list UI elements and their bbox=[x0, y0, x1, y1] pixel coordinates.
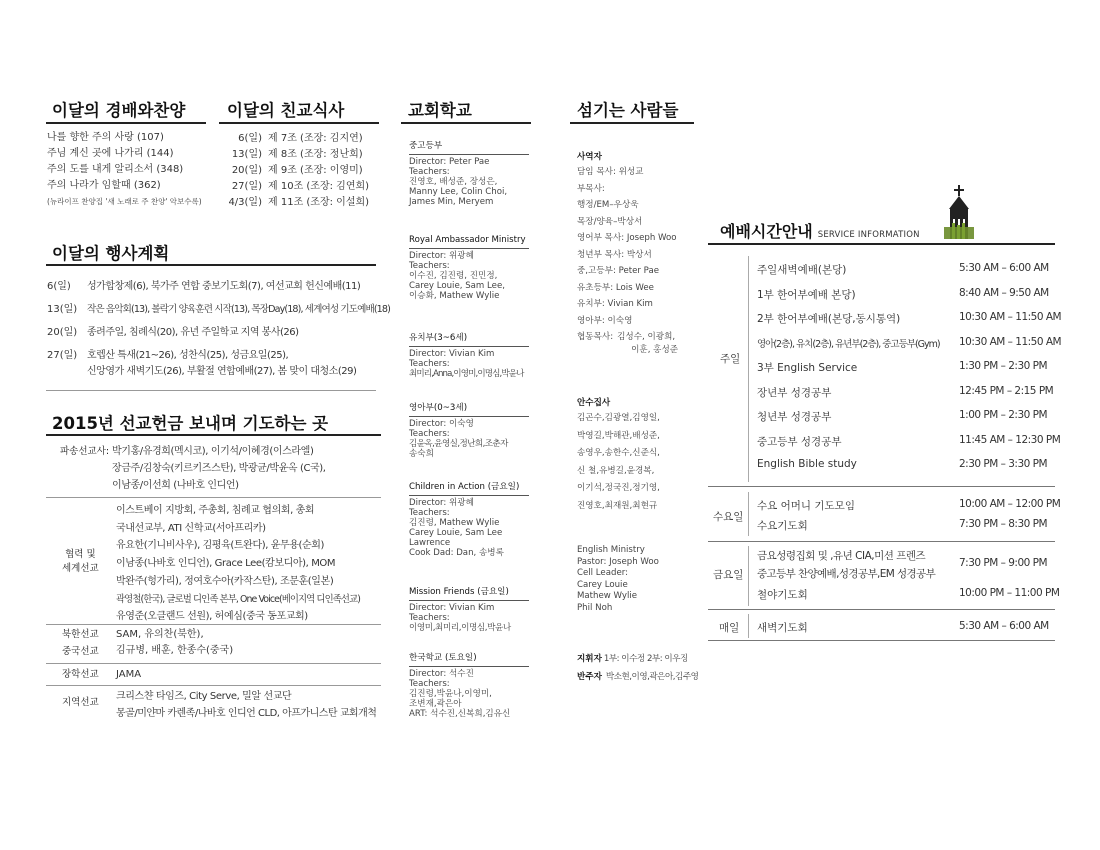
school-section: 중고등부 Director: Peter Pae Teachers: 진영호, 배성준, 장성은, Manny Lee, Colin Choi, James Min, Meryem bbox=[409, 141, 537, 207]
section-heading: Royal Ambassador Ministry bbox=[409, 235, 526, 245]
school-section: Royal Ambassador Ministry Director: 위광혜 Teachers: 이수진, 김진령, 진민정, Carey Louie, Sam Lee, 이승화, Mathew Wylie bbox=[409, 235, 537, 301]
hymn-item: 주님 계신 곳에 나가리 (144) bbox=[47, 148, 174, 159]
hymn-item: 주의 도를 내게 알리소서 (348) bbox=[47, 164, 184, 175]
events-bottom-rule bbox=[46, 390, 376, 391]
church-icon bbox=[940, 183, 978, 239]
event-row: 20(일) 종려주일, 침례식(20), 유년 주일학교 지역 봉사(26) bbox=[47, 327, 299, 338]
conductor-row: 지휘자 1부: 이수정 2부: 이우징 bbox=[577, 654, 688, 664]
staff-heading: 사역자 bbox=[577, 152, 602, 162]
nk-label: 북한선교 bbox=[62, 629, 99, 640]
divider bbox=[409, 346, 529, 347]
local-list: 크리스챤 타임즈, City Serve, 밀알 선교단 몽골/미얀마 카렌족/나바호 인디언 CLD, 아프가니스탄 교회개척 bbox=[116, 691, 377, 719]
fellowship-row: 6(일) 제 7조 (조장: 김지연) bbox=[238, 133, 363, 144]
hymn-item: 주의 나라가 임할때 (362) bbox=[47, 180, 161, 191]
dispatched-list: 박기홍/유경희(멕시코), 이기석/이혜경(이스라엘) 장금주/김창숙(키르키즈스탄), 박광균/박윤옥 (C국), 이남종/이선희 (나바호 인디언) bbox=[112, 446, 326, 491]
wed-schedule: 수요 어머니 기도모임 10:00 AM – 12:00 PM 수요기도회 7:30 PM – 8:30 PM bbox=[757, 498, 1061, 532]
school-title: 교회학교 bbox=[408, 101, 472, 120]
staff-list: 사역자 담임 목사: 위성교 부목사: 행정/EM–우상욱 목장/양육–박상서 영어부 목사: Joseph Woo 청년부 목사: 박상서 중,고등부: Peter Pae 유초등부: Lois Wee 유치부: Vivian Kim 영아부: 이숙영 협동목사: 김성수, 이광희, 이훈, 홍성준 bbox=[577, 152, 679, 355]
divider bbox=[409, 154, 529, 155]
event-row: 13(일) 작은 음악회(13), 볼락기 양육훈련 시작(13), 목장Day(18), 세계여성 기도예배(18) bbox=[47, 304, 390, 315]
school-section: 영아부(0~3세) Director: 이숙영 Teachers: 김윤옥,윤영실,정난희,조춘자 송숙희 bbox=[409, 403, 537, 459]
hymns-rule bbox=[46, 122, 206, 124]
divider bbox=[409, 666, 529, 667]
section-heading: Mission Friends (금요일) bbox=[409, 587, 509, 597]
daily-label: 매일 bbox=[719, 622, 740, 634]
cn-label: 중국선교 bbox=[62, 646, 99, 657]
divider bbox=[708, 486, 1055, 487]
event-row-cont: 신앙영가 새벽기도(26), 부활절 연합예배(27), 봄 맞이 대청소(29) bbox=[87, 366, 357, 377]
section-heading: 한국학교 (토요일) bbox=[409, 653, 477, 663]
section-heading: 유치부(3~6세) bbox=[409, 333, 468, 343]
section-heading: 영아부(0~3세) bbox=[409, 403, 468, 413]
hymns-list bbox=[47, 130, 202, 207]
assoc-row: 협동목사: 김성수, 이광희, 이훈, 홍성준 bbox=[577, 332, 679, 355]
coop-list: 이스트베이 지방회, 주총회, 침례교 협의회, 총회 국내선교부, ATI 신학교(서아프리카) 유요한(기니비사우), 김평육(트완다), 윤무용(순회) 이남종(나바호 인디언), Grace Lee(캄보디아), MOM 박완주(헝가리), 정여호수아(카작스탄), 조문훈(일본) 곽영철(한국), 글로벌 디인족 본부, One Voice(베이지역 디인족선교) 유영준(오클랜드 선원), 허예심(중국 동포교회) bbox=[116, 505, 360, 623]
divider bbox=[409, 495, 529, 496]
accomp-row: 반주자 박소현,이영,곽은아,김주영 bbox=[577, 672, 699, 682]
fellowship-row: 4/3(일) 제 11조 (조장: 이설희) bbox=[228, 197, 370, 208]
school-section: Children in Action (금요일) Director: 위광혜 Teachers: 김진령, Mathew Wylie Carey Louie, Sam Lee Lawrence Cook Dad: Dan, 송병록 bbox=[409, 482, 537, 558]
school-rule bbox=[401, 122, 531, 124]
divider bbox=[409, 248, 529, 249]
divider bbox=[46, 497, 381, 498]
wed-label: 수요일 bbox=[713, 511, 744, 523]
worship-header bbox=[720, 219, 920, 242]
deacons-list: 안수집사 김곤수,김광열,김영일, 박영길,박해관,배성준, 송영우,송한수,신준식, 신 철,유병길,윤경복, 이기석,정국진,정기영, 진영호,최재원,최현규 bbox=[577, 398, 660, 511]
fri-schedule: 금요성령집회 및 ,유년 CIA,미션 프렌즈 중고등부 찬양예배,성경공부,EM 성경공부 7:30 PM – 9:00 PM 철야기도회 10:00 PM – 11:00 PM bbox=[757, 550, 1060, 601]
divider bbox=[46, 624, 381, 625]
section-heading: Children in Action (금요일) bbox=[409, 482, 520, 492]
divider bbox=[748, 546, 749, 606]
divider bbox=[748, 492, 749, 536]
divider bbox=[748, 256, 749, 482]
divider bbox=[409, 416, 529, 417]
school-section: 유치부(3~6세) Director: Vivian Kim Teachers: 최미리,Anna,이영미,이명심,박윤나 bbox=[409, 333, 537, 379]
servers-title: 섬기는 사람들 bbox=[577, 101, 679, 120]
eng-ministry: English Ministry Pastor: Joseph Woo Cell Leader: Carey Louie Mathew Wylie Phil Noh bbox=[577, 545, 659, 613]
deacons-heading: 안수집사 bbox=[577, 398, 611, 408]
event-row: 6(일) 성가합창제(6), 북가주 연합 중보기도회(7), 여선교회 헌신예배(11) bbox=[47, 281, 361, 292]
coop-label: 협력 및 세계선교 bbox=[62, 549, 99, 574]
worship-rule bbox=[708, 243, 1055, 245]
assoc-names: 김성수, 이광희, 이훈, 홍성준 bbox=[617, 332, 679, 355]
fellowship-row: 13(일) 제 8조 (조장: 정난희) bbox=[231, 149, 363, 160]
divider bbox=[409, 600, 529, 601]
nk-text: SAM, 유의찬(북한), bbox=[116, 629, 204, 640]
cn-text: 김규병, 배훈, 한종수(중국) bbox=[116, 645, 234, 656]
divider bbox=[708, 640, 1055, 641]
fri-label: 금요일 bbox=[713, 569, 744, 581]
hymn-item: 나를 향한 주의 사랑 (107) bbox=[47, 132, 164, 143]
fellowship-row: 27(일) 제 10조 (조장: 김연희) bbox=[231, 181, 370, 192]
fellowship-list bbox=[222, 131, 369, 211]
sunday-label: 주일 bbox=[720, 353, 741, 365]
divider bbox=[46, 663, 381, 664]
worship-title: 예배시간안내 bbox=[720, 222, 813, 241]
servers-rule bbox=[570, 122, 694, 124]
hymns-note: (뉴라이프 찬양집 '새 노래로 주 찬양' 악보수록) bbox=[47, 197, 202, 206]
sch-text: JAMA bbox=[116, 669, 142, 680]
worship-subtitle: SERVICE INFORMATION bbox=[817, 230, 920, 240]
fellowship-title: 이달의 친교식사 bbox=[227, 101, 345, 120]
fellowship-rule bbox=[219, 122, 379, 124]
divider bbox=[46, 685, 381, 686]
dispatched-label: 파송선교사: bbox=[60, 446, 110, 457]
missions-title: 2015년 선교헌금 보내며 기도하는 곳 bbox=[52, 414, 329, 433]
section-heading: 중고등부 bbox=[409, 141, 443, 151]
events-title: 이달의 행사계획 bbox=[52, 244, 170, 263]
hymns-title: 이달의 경배와찬양 bbox=[52, 101, 186, 120]
missions-rule bbox=[46, 434, 381, 436]
school-section: 한국학교 (토요일) Director: 석수진 Teachers: 김진령,박윤나,이영미, 조변재,곽은아 ART: 석수진,신복희,김유신 bbox=[409, 653, 537, 719]
fellowship-row: 20(일) 제 9조 (조장: 이영미) bbox=[231, 165, 363, 176]
daily-schedule: 새벽기도회 5:30 AM – 6:00 AM bbox=[757, 620, 1049, 634]
sch-label: 장학선교 bbox=[62, 669, 99, 680]
divider bbox=[708, 609, 1055, 610]
event-row: 27(일) 호렙산 특새(21~26), 성찬식(25), 성금요일(25), bbox=[47, 350, 289, 361]
divider bbox=[708, 541, 1055, 542]
divider bbox=[748, 614, 749, 638]
local-label: 지역선교 bbox=[62, 697, 99, 708]
events-list bbox=[47, 279, 390, 380]
school-section: Mission Friends (금요일) Director: Vivian Kim Teachers: 이영미,최미리,이명심,박윤나 bbox=[409, 587, 537, 633]
events-rule bbox=[46, 264, 376, 266]
